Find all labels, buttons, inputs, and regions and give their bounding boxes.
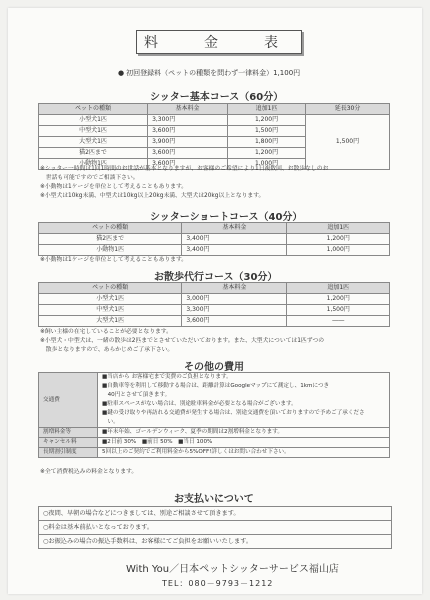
table-row: 長期割引制度 5回以上のご契約でご利用料金から5%OFF!詳しくはお問い合わせ下さい。 <box>39 448 390 458</box>
list-item: ○お振込みの場合の振込手数料は、お客様にてご負担をお願いいたします。 <box>43 538 253 545</box>
phone-number: TEL：080－9793－1212 <box>162 579 274 588</box>
bullet-icon: ● <box>118 69 125 77</box>
list-item: ○料金は基本前払いとなっております。 <box>39 521 391 535</box>
list-item: ○夜間、早朝の場合などにつきましては、別途ご相談させて頂きます。 <box>39 507 391 521</box>
payment-heading: お支払いについて <box>174 494 254 505</box>
table-row: 猫2匹まで 3,600円 1,200円 <box>39 148 390 159</box>
walk-course-notes: ※飼い主様の在宅していることが必要となります。 ※小型犬・中型犬は、一緒の散歩は2匹までとさせていただいております。また、大型犬については1匹ずつの 散歩となりますので、あらかじめご了承下さい。 <box>40 329 325 353</box>
table-row: 中型犬1匹 3,300円 1,500円 <box>39 305 390 316</box>
table-row: 交通費 ■当店から お客様宅まで実費のご負担となります。 ■自動車等を利用して移動する場合は、距離計算はGoogleマップにて測定し、1kmにつき 40円とさせて頂きます。 ■駐車スペースがない場合は、別途駐車料金が必要となる場合がございます。 ■鍵の受け取りや再訪れる交通費が発生する場合は、別途交通費を頂いておりますので予めご了承くださ い。 <box>39 373 390 428</box>
shop-name: With You／日本ペットシッターサービス福山店 <box>126 564 339 575</box>
basic-course-notes: ※シッター一時間は1回1時間のお世話が基本となりますが、お客様のご希望により1日複数回、お散歩なしのお 世話も可能ですのでご相談下さい。 ※小動物は1ケージを単位として考えることもあります。 ※小型犬は10kg未満、中型犬は10kg以上20kg未満、大型犬は20kg以上となります。 <box>40 166 329 199</box>
table-header-row: ペットの種類 基本料金 追加1匹 <box>39 223 390 234</box>
table-row: 小型犬1匹 3,000円 1,200円 <box>39 294 390 305</box>
table-row: 大型犬1匹 3,600円 ―― <box>39 316 390 327</box>
other-costs-heading: その他の費用 <box>184 362 244 373</box>
table-row: 大型犬1匹 3,900円 1,800円 <box>39 137 390 148</box>
short-course-table <box>38 222 390 256</box>
table-header-row: ペットの種類 基本料金 追加1匹 延長30分 <box>39 104 390 115</box>
extension-price: 1,500円 <box>306 115 390 170</box>
page-title: 料 金 表 <box>136 30 302 54</box>
price-sheet <box>8 8 422 594</box>
payment-box <box>38 506 392 549</box>
short-course-heading: シッターショートコース（40分） <box>150 212 303 223</box>
table-row: 割増料金等 ■年末年始、ゴールデンウィーク、夏季の期間は2割増料金となります。 <box>39 428 390 438</box>
table-row: キャンセル料 ■2日前 30% ■前日 50% ■当日 100% <box>39 438 390 448</box>
table-row: 小動物1匹 3,600円 1,000円 <box>39 159 390 170</box>
table-row: 中型犬1匹 3,600円 1,500円 <box>39 126 390 137</box>
walk-course-heading: お散歩代行コース（30分） <box>154 272 278 283</box>
basic-course-table <box>38 103 390 170</box>
tax-note: ※全て消費税込みの料金となります。 <box>40 469 138 475</box>
other-costs-table <box>38 372 390 458</box>
table-row: 小動物1匹 3,400円 1,000円 <box>39 245 390 256</box>
table-row: 猫2匹まで 3,400円 1,200円 <box>39 234 390 245</box>
registration-fee: ● 初回登録料（ペットの種類を問わず一律料金）1,100円 <box>118 69 301 77</box>
table-header-row: ペットの種類 基本料金 追加1匹 <box>39 283 390 294</box>
table-row: 小型犬1匹 3,300円 1,200円 1,500円 <box>39 115 390 126</box>
short-course-notes: ※小動物は1ケージを単位として考えることもあります。 <box>40 257 188 263</box>
basic-course-heading: シッター基本コース（60分） <box>150 92 284 103</box>
walk-course-table <box>38 282 390 327</box>
